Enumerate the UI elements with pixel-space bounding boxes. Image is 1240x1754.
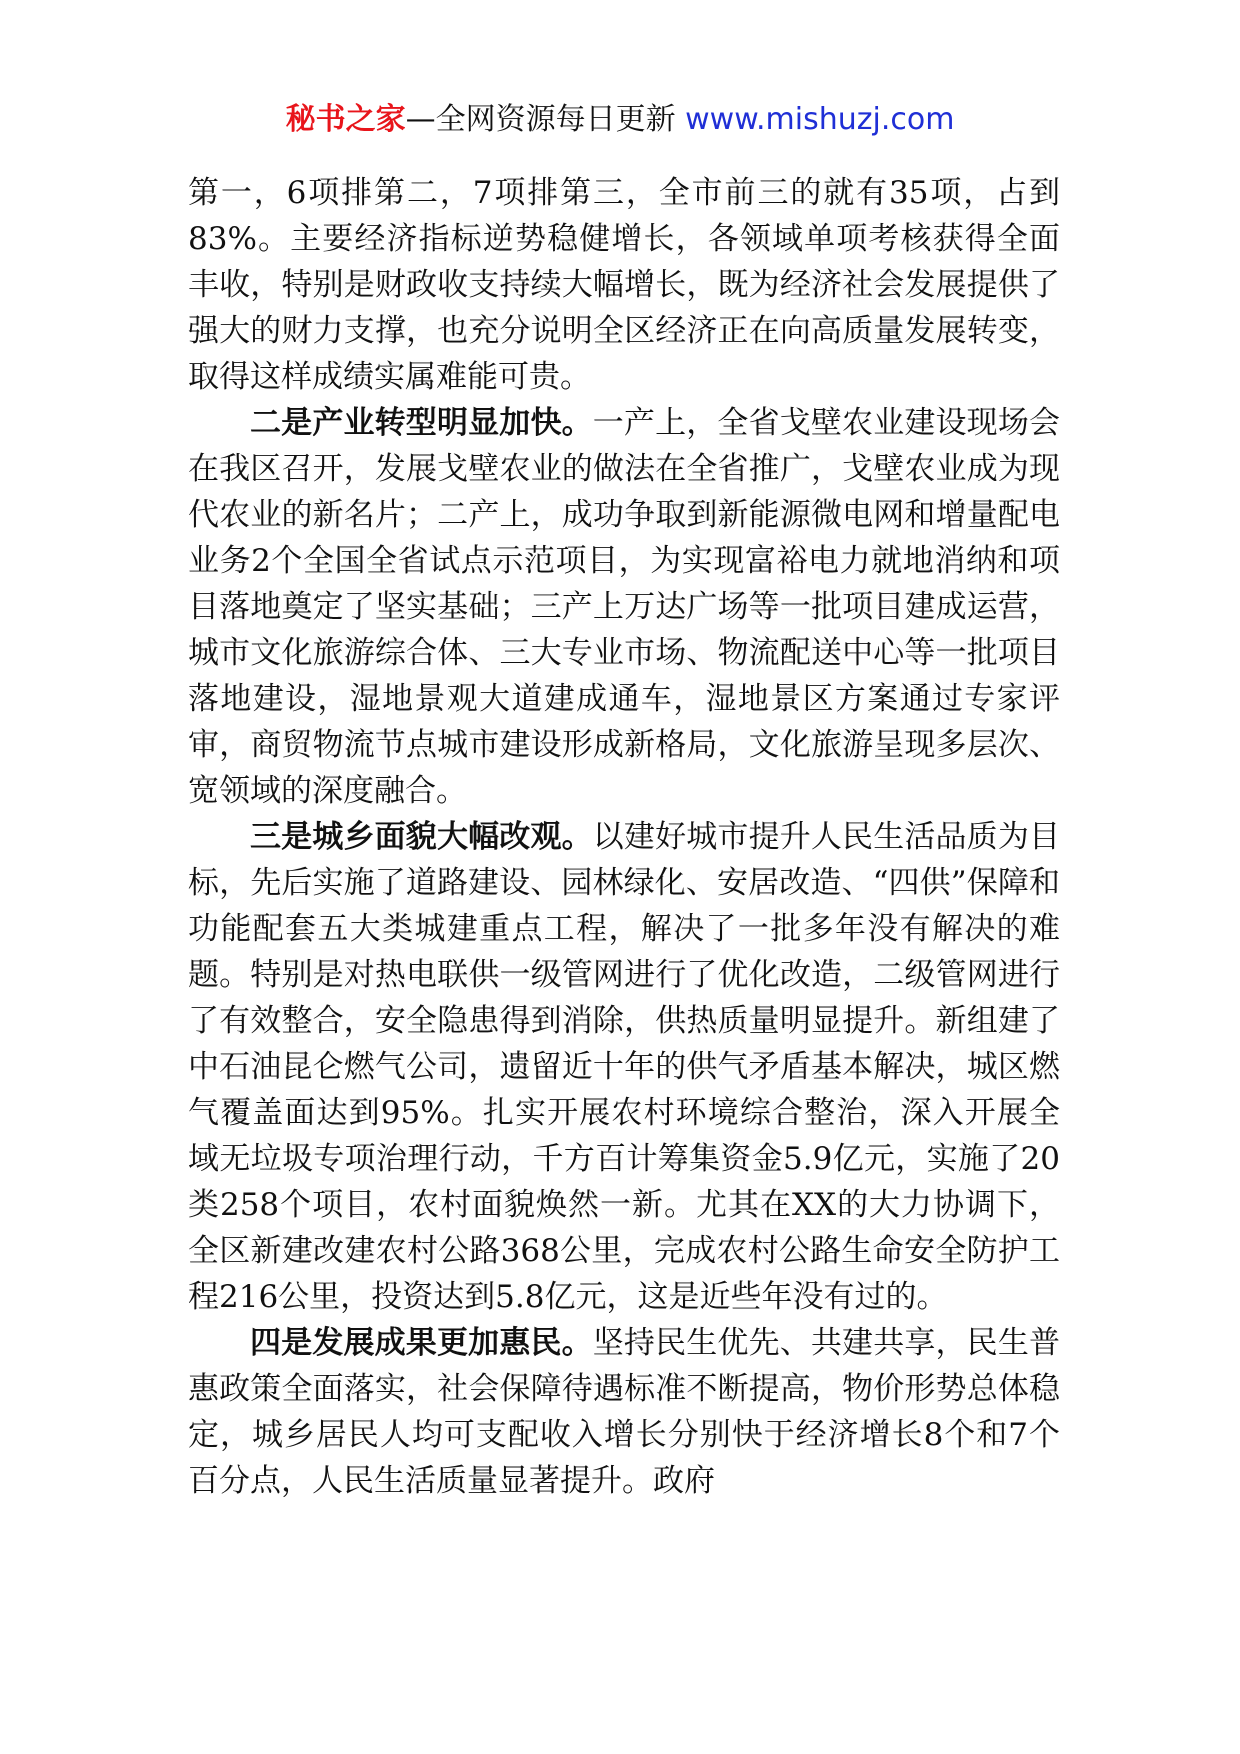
header-url-link[interactable]: www.mishuzj.com <box>685 102 955 137</box>
header-brand: 秘书之家 <box>285 102 406 137</box>
paragraph-1-body: 第一，6项排第二，7项排第三，全市前三的就有35项，占到83%。主要经济指标逆势稳健增长，各领域单项考核获得全面丰收，特别是财政收支持续大幅增长，既为经济社会发展提供了强大的财力支撑，也充分说明全区经济正在向高质量发展转变，取得这样成绩实属难能可贵。 <box>188 175 1060 395</box>
paragraph-2-lead: 二是产业转型明显加快。 <box>250 405 593 441</box>
paragraph-4-body: 坚持民生优先、共建共享，民生普惠政策全面落实，社会保障待遇标准不断提高，物价形势总体稳定，城乡居民人均可支配收入增长分别快于经济增长8个和7个百分点，人民生活质量显著提升。政府 <box>188 1325 1061 1499</box>
paragraph-4 <box>188 1320 1060 1504</box>
header-slogan: —全网资源每日更新 <box>405 102 686 137</box>
paragraph-3-lead: 三是城乡面貌大幅改观。 <box>250 819 593 855</box>
paragraph-2 <box>188 400 1060 814</box>
paragraph-2-body: 一产上，全省戈壁农业建设现场会在我区召开，发展戈壁农业的做法在全省推广，戈壁农业成为现代农业的新名片；二产上，成功争取到新能源微电网和增量配电业务2个全国全省试点示范项目，为实现富裕电力就地消纳和项目落地奠定了坚实基础；三产上万达广场等一批项目建成运营，城市文化旅游综合体、三大专业市场、物流配送中心等一批项目落地建设，湿地景观大道建成通车，湿地景区方案通过专家评审，商贸物流节点城市建设形成新格局，文化旅游呈现多层次、宽领域的深度融合。 <box>188 405 1061 809</box>
paragraph-1 <box>188 170 1060 400</box>
paragraph-3-body: 以建好城市提升人民生活品质为目标，先后实施了道路建设、园林绿化、安居改造、“四供”保障和功能配套五大类城建重点工程，解决了一批多年没有解决的难题。特别是对热电联供一级管网进行了优化改造，二级管网进行了有效整合，安全隐患得到消除，供热质量明显提升。新组建了中石油昆仑燃气公司，遗留近十年的供气矛盾基本解决，城区燃气覆盖面达到95%。扎实开展农村环境综合整治，深入开展全域无垃圾专项治理行动，千方百计筹集资金5.9亿元，实施了20类258个项目，农村面貌焕然一新。尤其在XX的大力协调下，全区新建改建农村公路368公里，完成农村公路生命安全防护工程216公里，投资达到5.8亿元，这是近些年没有过的。 <box>188 819 1061 1315</box>
paragraph-4-lead: 四是发展成果更加惠民。 <box>250 1325 593 1361</box>
paragraph-3 <box>188 814 1060 1320</box>
document-body <box>188 170 1060 1504</box>
page-header <box>0 100 1240 140</box>
